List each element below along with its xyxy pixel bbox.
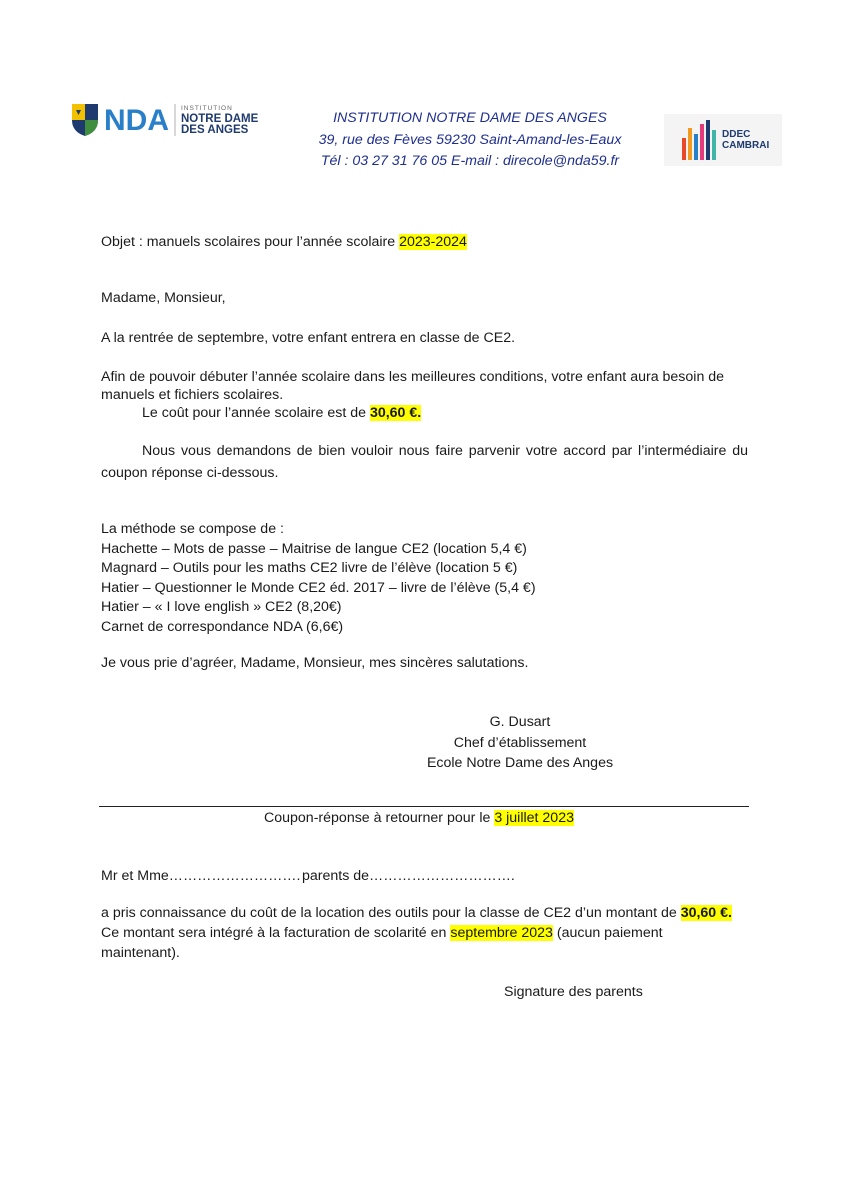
nda-shield-icon (70, 100, 285, 138)
signer-name: G. Dusart (489, 714, 551, 730)
method-title: La méthode se compose de : (101, 521, 284, 537)
method-item: Hachette – Mots de passe – Maitrise de langue CE2 (location 5,4 €) (101, 540, 527, 557)
coupon-text-2 (101, 925, 663, 941)
paragraph-3-line-2: coupon réponse ci-dessous. (101, 465, 279, 481)
school-address: 39, rue des Fèves 59230 Saint-Amand-les-Eaux (318, 131, 622, 148)
coupon-text-2-body: Ce montant sera intégré à la facturation de scolarité en (101, 925, 451, 941)
coupon-title-text: Coupon-réponse à retourner pour le (264, 810, 495, 826)
coupon-text-1-body: a pris connaissance du coût de la location des outils pour la classe de CE2 d’un montant de (101, 905, 681, 921)
ddec-logo (664, 114, 782, 166)
svg-text:CAMBRAI: CAMBRAI (722, 140, 770, 151)
salutation: Madame, Monsieur, (101, 290, 226, 306)
paragraph-2-line-1: Afin de pouvoir débuter l’année scolaire dans les meilleures conditions, votre enfant aura besoin de (101, 369, 725, 385)
mr-mme-field: Mr et Mme………………………. (101, 868, 301, 884)
method-list (101, 520, 536, 637)
coupon-month: septembre 2023 (450, 925, 553, 941)
cost-value: 30,60 €. (369, 405, 422, 421)
coupon-title (264, 810, 574, 826)
parents-de-field: parents de…………………………. (302, 868, 515, 884)
school-name: INSTITUTION NOTRE DAME DES ANGES (333, 110, 607, 126)
school-contact: Tél : 03 27 31 76 05 E-mail : direcole@nda59.fr (320, 153, 620, 169)
paragraph-1: A la rentrée de septembre, votre enfant entrera en classe de CE2. (101, 330, 516, 346)
signature-block (400, 712, 640, 774)
subject-year: 2023-2024 (399, 234, 467, 250)
method-item: Carnet de correspondance NDA (6,6€) (101, 618, 344, 635)
svg-text:DES ANGES: DES ANGES (181, 124, 249, 136)
coupon-text-2-end: (aucun paiement (552, 925, 663, 941)
cost-line (142, 405, 421, 421)
method-item: Magnard – Outils pour les maths CE2 livre de l’élève (location 5 €) (101, 560, 518, 576)
signer-title: Chef d’établissement (453, 734, 587, 751)
svg-text:DDEC: DDEC (722, 129, 751, 140)
svg-text:NOTRE DAME: NOTRE DAME (181, 113, 259, 125)
method-item: Hatier – Questionner le Monde CE2 éd. 2017 – livre de l’élève (5,4 €) (101, 579, 536, 596)
svg-text:NDA: NDA (104, 104, 169, 137)
coupon-date: 3 juillet 2023 (494, 810, 574, 826)
parents-signature-label: Signature des parents (504, 984, 643, 1000)
subject-text: Objet : manuels scolaires pour l’année scolaire (101, 234, 400, 250)
letter-subject (101, 234, 467, 250)
cut-line (99, 806, 749, 807)
coupon-text-1 (101, 905, 732, 921)
paragraph-2-line-2: manuels et fichiers scolaires. (101, 387, 284, 403)
cost-text: Le coût pour l’année scolaire est de (142, 405, 370, 421)
coupon-amount: 30,60 €. (680, 905, 732, 921)
ddec-bars-icon (664, 114, 782, 166)
signer-school: Ecole Notre Dame des Anges (426, 755, 614, 771)
school-header (300, 108, 640, 173)
coupon-text-3: maintenant). (101, 945, 180, 961)
svg-text:INSTITUTION: INSTITUTION (181, 105, 233, 112)
paragraph-3-line-1: Nous vous demandons de bien vouloir nous faire parvenir votre accord par l’intermédiaire du (142, 443, 748, 459)
closing: Je vous prie d’agréer, Madame, Monsieur, mes sincères salutations. (101, 655, 529, 671)
method-item: Hatier – « I love english » CE2 (8,20€) (101, 599, 342, 615)
nda-logo (70, 100, 285, 138)
